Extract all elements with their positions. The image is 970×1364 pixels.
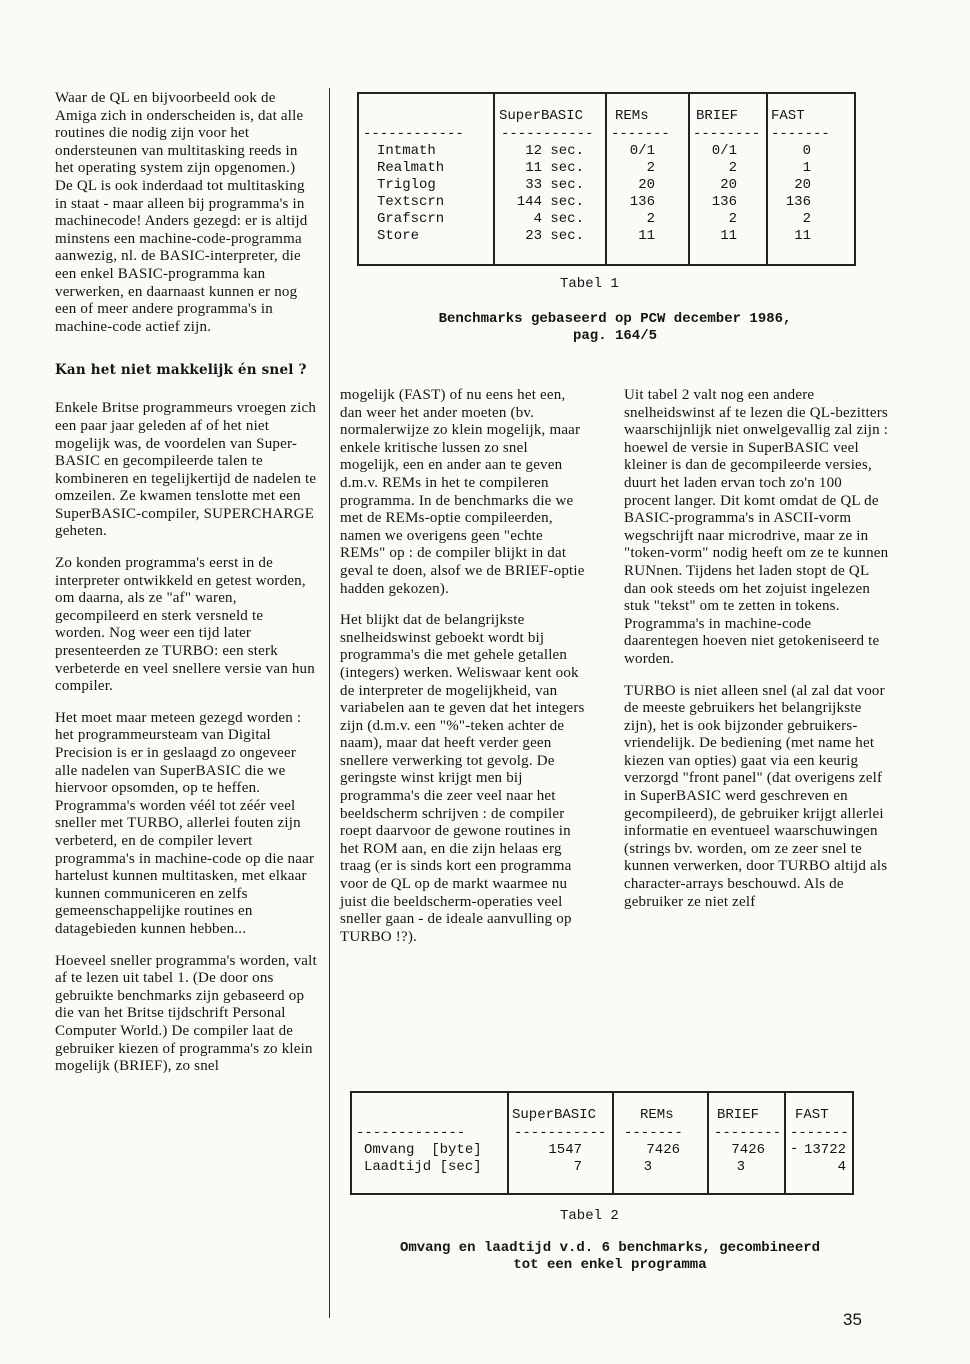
table-row — [359, 143, 854, 160]
header-fast: FAST — [795, 1107, 829, 1123]
header-fast: FAST — [771, 108, 805, 124]
header-rule: ------------ — [363, 126, 464, 142]
cell-fast: 20 — [794, 177, 811, 193]
left-column — [55, 90, 317, 1090]
cell-name: Intmath — [377, 143, 436, 159]
cell-brief: 2 — [728, 211, 737, 227]
cell-name: Omvang [byte] — [364, 1142, 482, 1158]
cell-name: Triglog — [377, 177, 436, 193]
cell-brief: 20 — [720, 177, 737, 193]
header-rule: ------- — [771, 126, 830, 142]
header-rule: ----------- — [501, 126, 594, 142]
cell-superbasic: 12 sec. — [525, 143, 584, 159]
table-row — [352, 1159, 852, 1176]
header-brief: BRIEF — [696, 108, 739, 124]
table-row — [359, 160, 854, 177]
right-paragraph-2: TURBO is niet alleen snel (al zal dat voor de meeste gebruikers het belangrijkste zijn), het is ook bijzonder gebruikers-vriendelijk. De bediening (met name het kiezen van opties) gaat via een keurig verzorgd "front panel" (dat overigens zelf in SuperBASIC werd geschreven en gecompileerd), de gebruiker krijgt allerlei informatie en eventueel waarschuwingen (strings bv. worden, om ze zeer snel te kunnen verwerken, door TURBO altijd als character-arrays beschouwd. Als de gebruiker ze niet zelf — [624, 682, 888, 910]
table-row — [359, 194, 854, 211]
table-row — [359, 177, 854, 194]
table1-caption-line1: Benchmarks gebaseerd op PCW december 1986, — [438, 311, 792, 327]
cell-name: Realmath — [377, 160, 445, 176]
cell-fast: 2 — [802, 211, 811, 227]
cell-fast: 11 — [794, 228, 811, 244]
middle-column — [340, 387, 590, 960]
cell-brief: 7426 — [731, 1142, 765, 1158]
header-superbasic: SuperBASIC — [512, 1107, 597, 1123]
cell-superbasic: 7 — [573, 1159, 582, 1175]
header-superbasic: SuperBASIC — [499, 108, 584, 124]
table1-caption-line2: pag. 164/5 — [572, 328, 657, 344]
header-rule: ------------- — [356, 1125, 466, 1141]
middle-paragraph-2: Het blijkt dat de belangrijkste snelheidswinst geboekt wordt bij programma's die met gehele getallen (integers) werken. Weliswaar kent ook de interpreter de mogelijkheid, van variabelen aan te geven dat het integers zijn (d.m.v. een "%"-teken achter de naam), maar dat heeft verder geen snellere verwerking tot gevolg. De geringste winst krijgt men bij programma's die zeer veel naar het beeldscherm schrijven : de compiler roept daarvoor de gewone routines in het ROM aan, en die zijn helaas erg traag (er is sinds kort een programma voor de QL op de markt waarmee nu juist die beeldscherm-operaties veel sneller gaan - de ideale aanvulling op TURBO !?). — [340, 612, 585, 945]
table1-caption-title: Tabel 1 — [560, 276, 619, 292]
cell-brief: 2 — [728, 160, 737, 176]
page-number: 35 — [843, 1310, 862, 1329]
middle-paragraph-1: mogelijk (FAST) of nu eens het een, dan weer het ander moeten (bv. normalerwijze zo klein mogelijk, maar enkele kritische lussen zo snel mogelijk, een en ander aan te geven d.m.v. REMs in het te compileren programma. In de benchmarks die we met de REMs-optie compileerden, namen we overigens geen "echte REMs" op : de compiler blijkt in dat geval te doen, alsof we de BRIEF-optie hadden gekozen). — [340, 387, 585, 597]
column-divider — [329, 88, 330, 1318]
benchmark-table-1 — [357, 92, 856, 266]
cell-name: Textscrn — [377, 194, 445, 210]
table2-caption-line1: Omvang en laadtijd v.d. 6 benchmarks, gecombineerd — [399, 1240, 821, 1256]
header-rems: REMs — [640, 1107, 674, 1123]
left-paragraph-5: Hoeveel sneller programma's worden, valt af te lezen uit tabel 1. (De door ons gebruikte benchmarks zijn gebaseerd op die van het Britse tijdschrift Personal Computer World.) De compiler laat de gebruiker kiezen of programma's zo klein mogelijk (BRIEF), zo snel — [55, 952, 317, 1075]
left-paragraph-1: Waar de QL en bijvoorbeeld ook de Amiga zich in onderscheiden is, dat alle routines die nodig zijn voor het ondersteunen van multitasking reeds in het operating system zijn opgenomen.) De QL is ook inderdaad tot multitasking in staat - maar alleen bij programma's in machinecode! Anders gezegd: er is altijd minstens een machine-code-programma aanwezig, nl. de BASIC-interpreter, die een enkel BASIC-programma kan verwerken, en daarnaast kunnen er nog een of meer andere programma's in machine-code actief zijn. — [55, 90, 308, 335]
cell-fast: 0 — [802, 143, 811, 159]
cell-rems: 11 — [638, 228, 655, 244]
table-row — [359, 228, 854, 245]
cell-name: Grafscrn — [377, 211, 445, 227]
cell-superbasic: 11 sec. — [525, 160, 584, 176]
cell-rems: 136 — [629, 194, 655, 210]
cell-brief: 0/1 — [711, 143, 737, 159]
header-rule: ------- — [624, 1125, 683, 1141]
table2-caption-line2: tot een enkel programma — [513, 1257, 707, 1273]
cell-rems: 2 — [646, 160, 655, 176]
cell-rems: 3 — [643, 1159, 652, 1175]
left-paragraph-2: Enkele Britse programmeurs vroegen zich een paar jaar geleden af of het niet mogelijk was, de voordelen van Super-BASIC en gecompileerde talen te kombineren en tegelijkertijd de nadelen te omzeilen. Ze kwamen tenslotte met een SuperBASIC-compiler, SUPERCHARGE geheten. — [55, 400, 317, 540]
cell-fast: 4 — [837, 1159, 846, 1175]
cell-rems: 7426 — [646, 1142, 680, 1158]
left-paragraph-4: Het moet maar meteen gezegd worden : het programmeursteam van Digital Precision is er in geslaagd zo ongeveer alle nadelen van SuperBASIC die we hiervoor opsomden, op te heffen. Programma's worden véél tot zéér veel sneller met TURBO, allerlei fouten zijn verbeterd, en de compiler levert programma's in machine-code op die naar hartelust kunnen multitasken, met elkaar kunnen communiceren en zelfs gemeenschappelijke routines en datagebieden kunnen hebben... — [55, 709, 315, 937]
cell-superbasic: 1547 — [548, 1142, 582, 1158]
cell-superbasic: 144 sec. — [516, 194, 584, 210]
cell-rems: 0/1 — [629, 143, 655, 159]
cell-superbasic: 33 sec. — [525, 177, 584, 193]
cell-brief: 11 — [720, 228, 737, 244]
cell-fast: 13722 — [803, 1142, 846, 1158]
cell-name: Laadtijd [sec] — [364, 1159, 482, 1175]
header-rule: -------- — [693, 126, 761, 142]
header-rems: REMs — [615, 108, 649, 124]
cell-rems: 2 — [646, 211, 655, 227]
cell-fast: 1 — [802, 160, 811, 176]
right-paragraph-1: Uit tabel 2 valt nog een andere snelheidswinst af te lezen die QL-bezitters waarschijnlijk niet onwelgevallig zal zijn : hoewel de versie in SuperBASIC veel kleiner is dan de gecompileerde versies, duurt het laden ervan toch zo'n 100 procent langer. Dit komt omdat de QL de BASIC-programma's in ASCII-vorm wegschrijft naar microdrive, maar ze in "token-vorm" nodig heeft om ze te kunnen RUNnen. Tijdens het laden stopt de QL dan ook steeds om het zojuist ingelezen stuk "tekst" om te zetten in tokens. Programma's in machine-code daarentegen hoeven niet getokeniseerd te worden. — [624, 387, 889, 667]
cell-superbasic: 4 sec. — [533, 211, 584, 227]
cell-name: Store — [377, 228, 420, 244]
table2-caption-title: Tabel 2 — [560, 1208, 619, 1224]
left-paragraph-3: Zo konden programma's eerst in de interpreter ontwikkeld en getest worden, om daarna, als ze "af" waren, gecompileerd en sterk versneld te worden. Nog weer een tijd later presenteerden ze TURBO: een sterk verbeterde en veel snellere versie van hun compiler. — [55, 555, 315, 695]
cell-fast: 136 — [785, 194, 811, 210]
right-column — [624, 387, 889, 925]
cell-brief: 3 — [736, 1159, 745, 1175]
header-brief: BRIEF — [717, 1107, 760, 1123]
table-row — [352, 1142, 852, 1159]
table-row — [359, 211, 854, 228]
header-rule: -------- — [790, 1125, 849, 1157]
size-load-table-2 — [350, 1091, 854, 1195]
cell-rems: 20 — [638, 177, 655, 193]
header-rule: ----------- — [514, 1125, 607, 1141]
header-rule: ------- — [611, 126, 670, 142]
header-rule: -------- — [714, 1125, 782, 1141]
cell-superbasic: 23 sec. — [525, 228, 584, 244]
section-heading: Kan het niet makkelijk én snel ? — [55, 362, 307, 379]
cell-brief: 136 — [711, 194, 737, 210]
